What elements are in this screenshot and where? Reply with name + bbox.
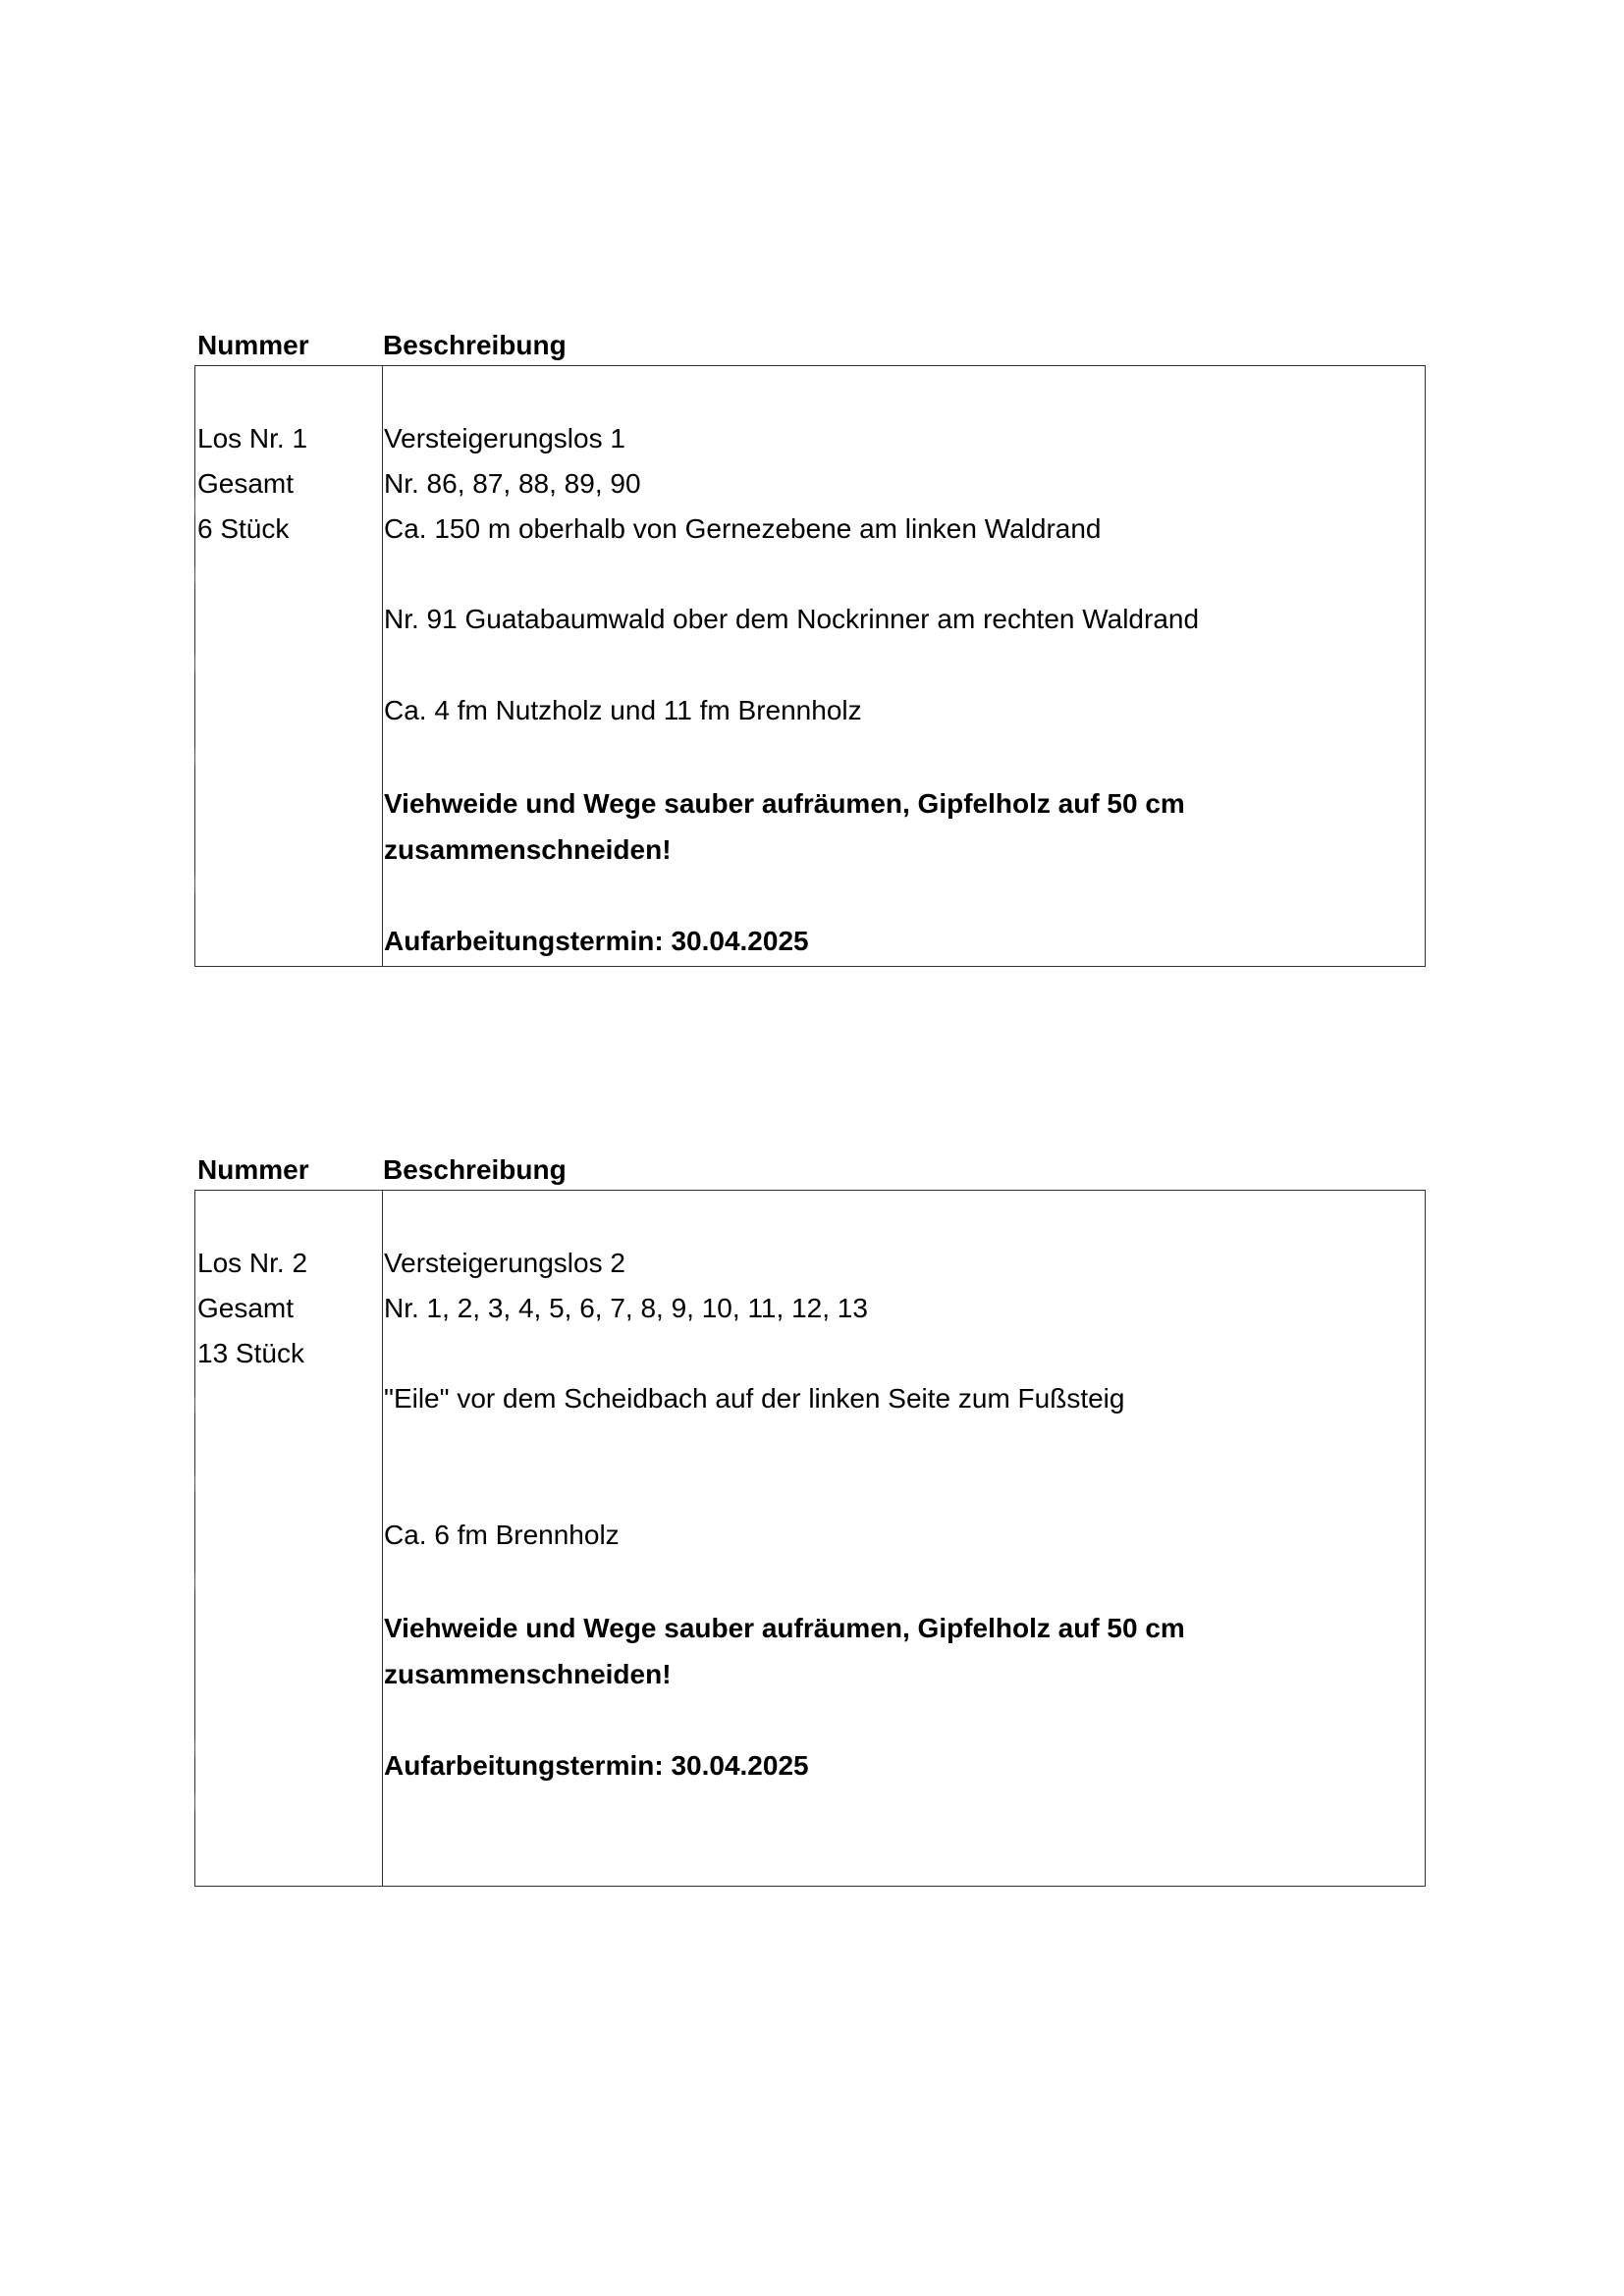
- instruction-line-2: zusammenschneiden!: [384, 834, 672, 865]
- lot-number: Los Nr. 1: [197, 423, 308, 454]
- lot-table-1: [194, 326, 1426, 967]
- location: "Eile" vor dem Scheidbach auf der linken Seite zum Fußsteig: [384, 1383, 1125, 1414]
- row-divider: [194, 1574, 195, 1589]
- lot-box: [194, 365, 1426, 967]
- tree-numbers: Nr. 1, 2, 3, 4, 5, 6, 7, 8, 9, 10, 11, 12, 13: [384, 1293, 868, 1323]
- lot-title: Versteigerungslos 1: [384, 423, 625, 454]
- row-divider: [194, 656, 195, 671]
- wood-volume: Ca. 4 fm Nutzholz und 11 fm Brennholz: [384, 695, 862, 725]
- row-divider: [194, 1740, 195, 1756]
- row-divider: [194, 499, 195, 514]
- lot-table-2: [194, 1150, 1426, 1887]
- location: Ca. 150 m oberhalb von Gernezebene am linken Waldrand: [384, 513, 1102, 544]
- header-description: Beschreibung: [383, 330, 567, 360]
- header-description: Beschreibung: [383, 1154, 567, 1185]
- column-divider: [382, 1191, 383, 1886]
- row-divider: [194, 877, 195, 892]
- header-number: Nummer: [197, 330, 309, 360]
- instruction-line-1: Viehweide und Wege sauber aufräumen, Gipfelholz auf 50 cm: [384, 1613, 1185, 1643]
- row-divider: [194, 567, 195, 583]
- row-divider: [194, 1397, 195, 1413]
- table-header: [194, 1150, 1426, 1190]
- tree-numbers: Nr. 86, 87, 88, 89, 90: [384, 468, 641, 499]
- total-label: Gesamt: [197, 1293, 295, 1323]
- lot-number: Los Nr. 2: [197, 1248, 308, 1278]
- header-number: Nummer: [197, 1154, 309, 1185]
- location-2: Nr. 91 Guatabaumwald ober dem Nockrinner am rechten Waldrand: [384, 604, 1200, 634]
- instruction-line-1: Viehweide und Wege sauber aufräumen, Gipfelholz auf 50 cm: [384, 788, 1185, 819]
- row-divider: [194, 749, 195, 765]
- row-divider: [194, 1475, 195, 1491]
- row-divider: [194, 1794, 195, 1810]
- deadline: Aufarbeitungstermin: 30.04.2025: [384, 1750, 809, 1781]
- piece-count: 6 Stück: [197, 513, 290, 544]
- table-header: [194, 326, 1426, 365]
- piece-count: 13 Stück: [197, 1338, 304, 1368]
- column-divider: [382, 366, 383, 966]
- lot-box: [194, 1190, 1426, 1887]
- lot-title: Versteigerungslos 2: [384, 1248, 625, 1278]
- wood-volume: Ca. 6 fm Brennholz: [384, 1520, 620, 1550]
- instruction-line-2: zusammenschneiden!: [384, 1659, 672, 1689]
- deadline: Aufarbeitungstermin: 30.04.2025: [384, 926, 809, 956]
- total-label: Gesamt: [197, 468, 295, 499]
